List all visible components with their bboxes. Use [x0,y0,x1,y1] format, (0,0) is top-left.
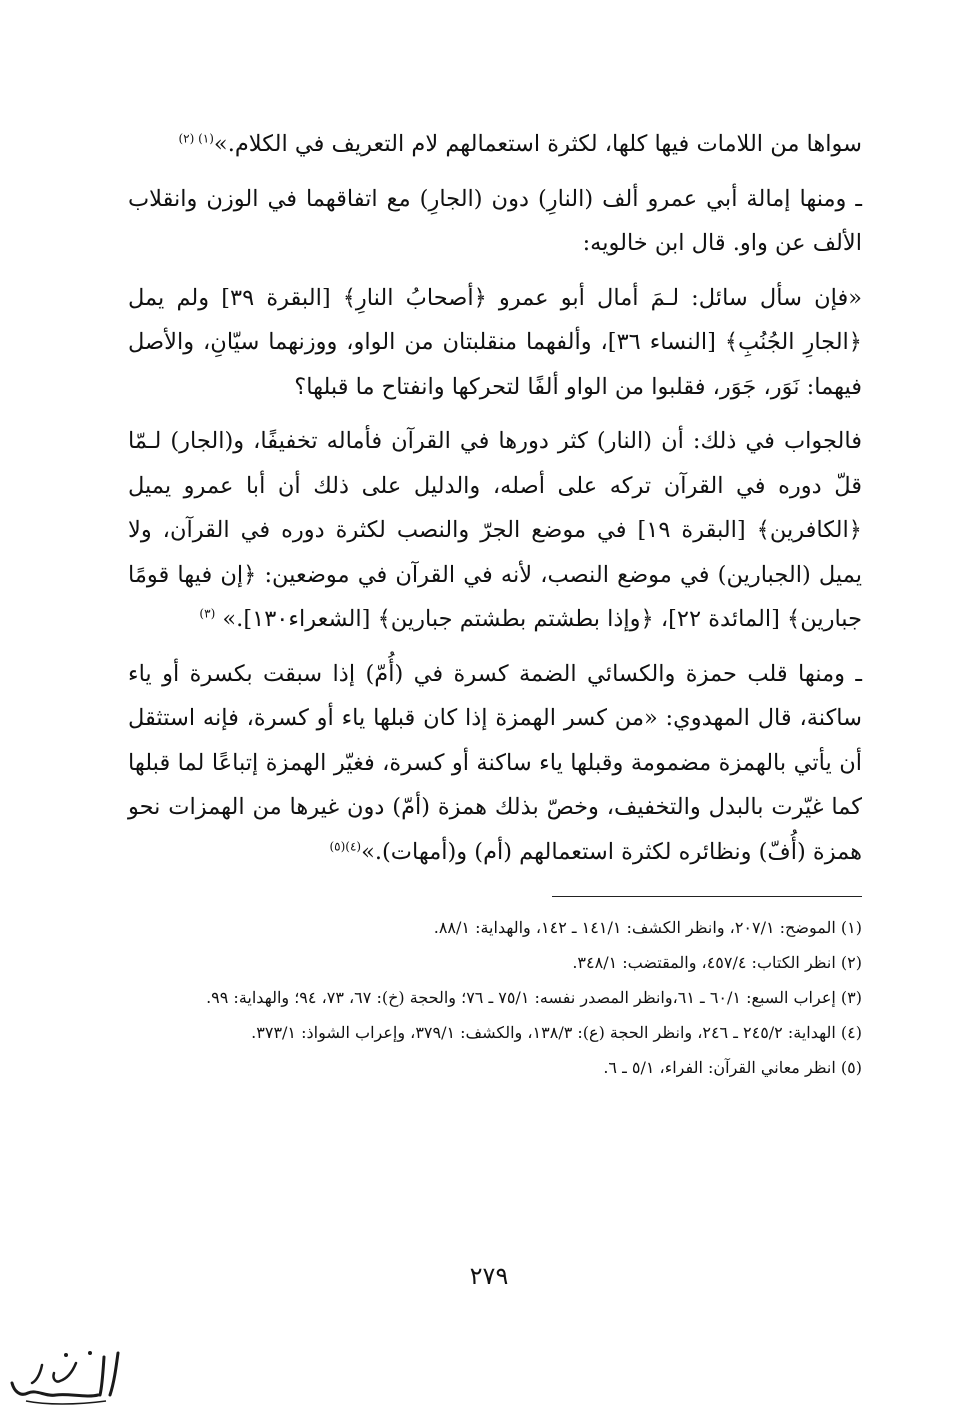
footnote-3 [128,981,862,1014]
footnote-text: إعراب السبع: ٦٠/١ ـ ٦١،وانظر المصدر نفسه: ٧٥/١ ـ ٧٦؛ والحجة (خ): ٦٧، ٧٣، ٩٤؛ والهداية: ٩٩. [206,988,836,1007]
footnote-text: الهداية: ٢٤٥/٢ ـ ٢٤٦، وانظر الحجة (ع): ١٣٨/٣، والكشف: ٣٧٩/١، وإعراب الشواذ: ٣٧٣/١. [251,1023,836,1042]
page-number: ٢٧٩ [469,1262,509,1290]
footnote-ref: (٤)(٥) [329,839,362,853]
footnote-5 [128,1051,862,1084]
footnote-number: (٢) [840,953,862,972]
paragraph-text: ـ ومنها قلب حمزة والكسائي الضمة كسرة في (أُمّ) إذا سبقت بكسرة أو ياء ساكنة، قال المهدوي: «من كسر الهمزة إذا كان قبلها ياء أو كسرة، فإنه استثقل أن يأتي بالهمزة مضمومة وقبلها ياء ساكنة أو كسرة، فغيّر الهمزة إتباعًا لما قبلها كما غيّرت بالبدل والتخفيف، وخصّ بذلك همزة (أمّ) دون غيرها من الهمزات نحو همزة (أُفّ) ونظائره لكثرة استعمالهم (أم) و(أمهات).» [128,660,862,865]
paragraph-text: «فإن سأل سائل: لـمَ أمال أبو عمرو ﴿أصحابُ النارِ﴾ [البقرة ٣٩] ولم يمل ﴿الجارِ الجُنُبِ﴾ [النساء ٣٦]، وألفهما منقلبتان من الواو، ووزنهما سيّانِ، والأصل فيهما: نَوَر، جَوَر، فقلبوا من الواو ألفًا لتحركها وانفتاح ما قبلها؟ [128,284,862,400]
paragraph-4 [128,419,862,642]
footnote-1 [128,911,862,944]
footnote-text: انظر معاني القرآن: الفراء، ٥/١ ـ ٦. [603,1058,836,1077]
footnote-number: (٥) [840,1058,862,1077]
footnote-ref: (١) (٢) [178,131,214,146]
page-content [128,122,862,1086]
footnote-divider [552,896,862,897]
footnote-number: (٤) [840,1023,862,1042]
paragraph-5 [128,652,862,875]
paragraph-1 [128,122,862,167]
paragraph-text: فالجواب في ذلك: أن (النار) كثر دورها في القرآن فأماله تخفيفًا، و(الجار) لـمّا قلّ دوره في القرآن تركه على أصله، والدليل على ذلك أن أبا عمرو يميل ﴿الكافرين﴾ [البقرة ١٩] في موضع الجرّ والنصب لكثرة دوره في القرآن، ولا يميل (الجبارين) في موضع النصب، لأنه في القرآن في موضعين: ﴿إن فيها قومًا جبارين﴾ [المائدة ٢٢]، ﴿وإذا بطشتم بطشتم جبارين﴾ [الشعراء١٣٠].» [128,428,862,632]
footnote-2 [128,946,862,979]
footnote-number: (١) [840,918,862,937]
paragraph-2 [128,177,862,266]
paragraph-text: ـ ومنها إمالة أبي عمرو ألف (النارِ) دون (الجارِ) مع اتفاقهما في الوزن وانقلاب الألف عن واو. قال ابن خالويه: [128,185,862,256]
calligraphy-logo [6,1343,124,1409]
footnote-text: انظر الكتاب: ٤٥٧/٤، والمقتضب: ٣٤٨/١. [572,953,836,972]
paragraph-3 [128,276,862,410]
paragraph-text: سواها من اللامات فيها كلها، لكثرة استعمالهم لام التعريف في الكلام.» [213,131,862,157]
footnote-4 [128,1016,862,1049]
footnote-ref: (٣) [199,606,216,621]
footnote-number: (٣) [840,988,862,1007]
footnote-text: الموضح: ٢٠٧/١، وانظر الكشف: ١٤١/١ ـ ١٤٢، والهداية: ٨٨/١. [433,918,836,937]
